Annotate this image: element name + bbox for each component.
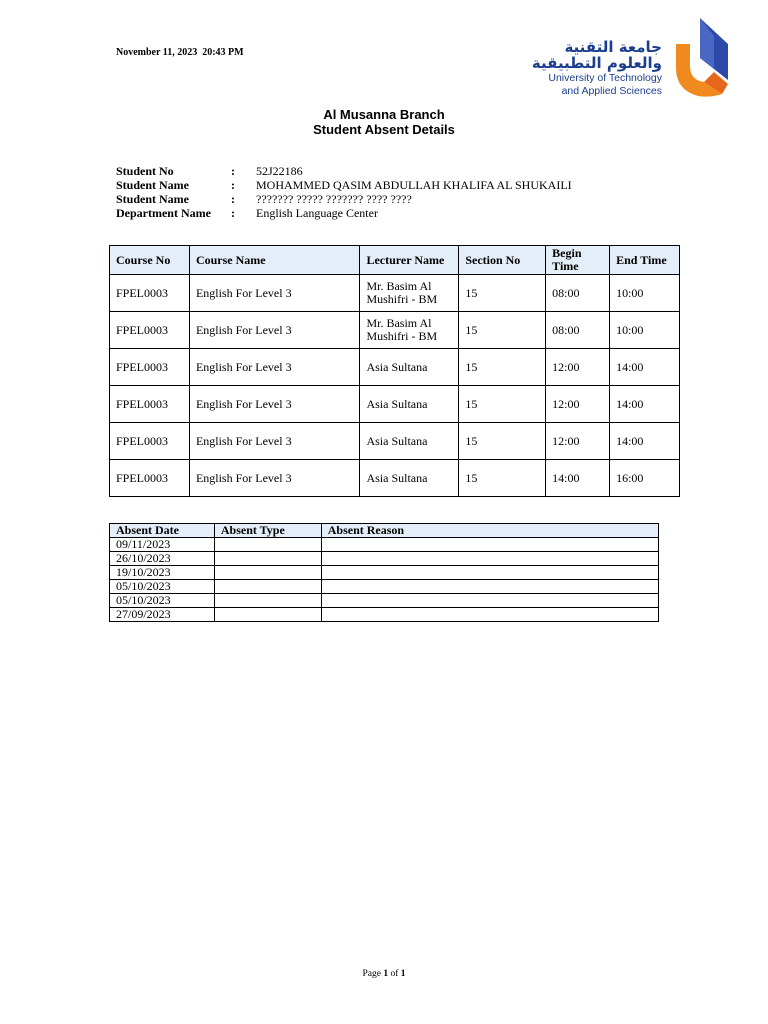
page-footer [0,969,768,979]
cell-lecturer: Mr. Basim Al Mushifri - BM [360,312,459,349]
report-title: Student Absent Details [313,122,455,137]
student-info [116,164,572,220]
cell-absent-reason [321,608,658,622]
cell-absent-date: 05/10/2023 [110,580,215,594]
cell-begin: 08:00 [546,312,610,349]
cell-end: 14:00 [610,349,680,386]
cell-absent-reason [321,552,658,566]
cell-absent-type [214,608,321,622]
logo-arabic-line2: والعلوم التطبيقية [531,54,662,72]
cell-section: 15 [459,312,546,349]
cell-course-name: English For Level 3 [189,349,360,386]
table-row [110,594,659,608]
cell-absent-type [214,566,321,580]
info-value: 52J22186 [256,164,303,178]
cell-absent-reason [321,594,658,608]
info-label: Student No [116,164,174,178]
col-end-time: End Time [610,246,680,275]
cell-absent-reason [321,538,658,552]
cell-section: 15 [459,460,546,497]
cell-course-no: FPEL0003 [110,312,190,349]
cell-course-name: English For Level 3 [189,423,360,460]
col-absent-type: Absent Type [214,524,321,538]
table-row [110,275,680,312]
cell-lecturer: Mr. Basim Al Mushifri - BM [360,275,459,312]
col-absent-date: Absent Date [110,524,215,538]
cell-end: 14:00 [610,386,680,423]
cell-section: 15 [459,386,546,423]
cell-lecturer: Asia Sultana [360,349,459,386]
university-emblem-icon [670,14,732,100]
absences-table [109,523,659,622]
cell-course-no: FPEL0003 [110,275,190,312]
info-label: Student Name [116,192,190,206]
cell-course-name: English For Level 3 [189,460,360,497]
cell-absent-type [214,580,321,594]
info-value: MOHAMMED QASIM ABDULLAH KHALIFA AL SHUKAILI [256,178,572,192]
cell-course-no: FPEL0003 [110,349,190,386]
cell-end: 10:00 [610,312,680,349]
page-current: 1 [383,969,389,979]
table-row [110,538,659,552]
cell-course-no: FPEL0003 [110,460,190,497]
branch-title: Al Musanna Branch [323,107,445,122]
cell-absent-type [214,552,321,566]
logo-arabic-line1: جامعة التقنية [564,38,662,56]
cell-begin: 12:00 [546,349,610,386]
cell-course-no: FPEL0003 [110,386,190,423]
logo-english-line2: and Applied Sciences [561,85,662,97]
cell-end: 10:00 [610,275,680,312]
cell-begin: 14:00 [546,460,610,497]
table-row [110,608,659,622]
cell-lecturer: Asia Sultana [360,386,459,423]
table-row [110,460,680,497]
col-course-no: Course No [110,246,190,275]
info-row [116,178,572,192]
cell-course-name: English For Level 3 [189,312,360,349]
info-row [116,164,572,178]
col-lecturer-name: Lecturer Name [360,246,459,275]
cell-course-name: English For Level 3 [189,275,360,312]
cell-absent-date: 27/09/2023 [110,608,215,622]
logo-english-line1: University of Technology [548,72,662,84]
table-row [110,580,659,594]
report-timestamp: November 11, 2023 20:43 PM [116,47,244,58]
info-colon: : [231,192,235,206]
page-word: Page [362,969,381,979]
cell-absent-date: 26/10/2023 [110,552,215,566]
cell-begin: 12:00 [546,386,610,423]
cell-course-no: FPEL0003 [110,423,190,460]
col-section-no: Section No [459,246,546,275]
cell-section: 15 [459,349,546,386]
cell-section: 15 [459,423,546,460]
table-row [110,386,680,423]
cell-absent-date: 05/10/2023 [110,594,215,608]
cell-section: 15 [459,275,546,312]
university-logo [531,14,734,100]
col-course-name: Course Name [189,246,360,275]
cell-absent-date: 09/11/2023 [110,538,215,552]
info-label: Department Name [116,206,211,220]
cell-absent-reason [321,566,658,580]
table-row [110,566,659,580]
info-colon: : [231,206,235,220]
absences-header-row [110,524,659,538]
col-absent-reason: Absent Reason [321,524,658,538]
cell-lecturer: Asia Sultana [360,423,459,460]
info-row [116,206,572,220]
courses-table [109,245,680,497]
cell-course-name: English For Level 3 [189,386,360,423]
cell-absent-type [214,538,321,552]
cell-absent-reason [321,580,658,594]
cell-absent-date: 19/10/2023 [110,566,215,580]
info-row [116,192,572,206]
info-colon: : [231,164,235,178]
cell-end: 14:00 [610,423,680,460]
courses-header-row [110,246,680,275]
table-row [110,552,659,566]
cell-begin: 12:00 [546,423,610,460]
info-colon: : [231,178,235,192]
table-row [110,312,680,349]
page-total: 1 [400,969,406,979]
table-row [110,423,680,460]
of-word: of [390,969,399,979]
cell-absent-type [214,594,321,608]
table-row [110,349,680,386]
cell-end: 16:00 [610,460,680,497]
cell-lecturer: Asia Sultana [360,460,459,497]
info-value: English Language Center [256,206,378,220]
info-value: ??????? ????? ??????? ???? ???? [256,192,412,206]
col-begin-time: Begin Time [546,246,610,275]
cell-begin: 08:00 [546,275,610,312]
info-label: Student Name [116,178,190,192]
